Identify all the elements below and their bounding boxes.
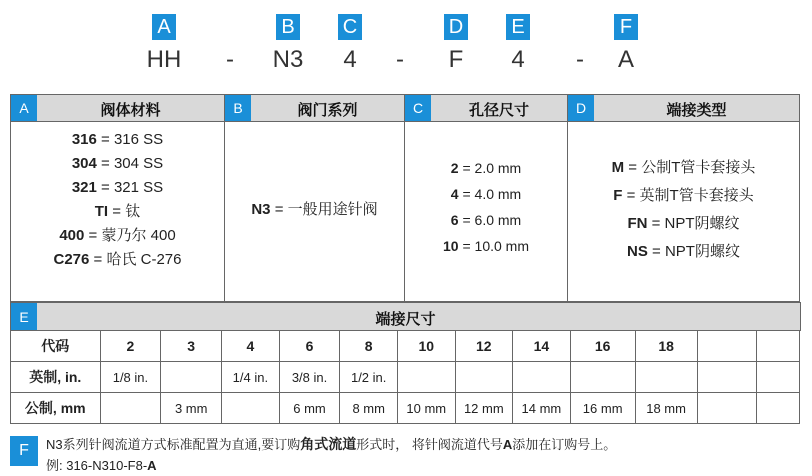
code-badge-a: A (152, 14, 176, 40)
table-cell: 12 mm (455, 393, 513, 424)
flow-example: 例: 316-N310-F8-A (46, 458, 157, 473)
table-cell: 6 (279, 331, 340, 362)
table-cell (100, 393, 161, 424)
table-cell (455, 362, 513, 393)
section-a-title: 阀体材料 (100, 102, 161, 119)
table-cell: 14 mm (513, 393, 571, 424)
list-item: FN = NPT阴螺纹 (627, 215, 740, 232)
table-row (11, 331, 800, 362)
list-item: NS = NPT阴螺纹 (627, 243, 740, 260)
code-badge-d: D (444, 14, 468, 40)
table-cell: 10 (397, 331, 455, 362)
section-d-title: 端接类型 (666, 102, 727, 119)
table-cell: 3 mm (161, 393, 222, 424)
list-item: C276 = 哈氏 C-276 (53, 251, 182, 268)
code-part-a: HH (146, 46, 182, 73)
table-cell: 2 (100, 331, 161, 362)
table-cell: 10 mm (397, 393, 455, 424)
table-cell: 3/8 in. (279, 362, 340, 393)
table-cell: 8 mm (340, 393, 398, 424)
code-part-d: F (448, 46, 464, 73)
code-part-c: 4 (343, 46, 357, 73)
list-item: 316 = 316 SS (71, 131, 164, 148)
table-cell: 4 (222, 331, 280, 362)
table-cell (697, 362, 757, 393)
table-cell: 1/2 in. (340, 362, 398, 393)
table-cell: 3 (161, 331, 222, 362)
section-c-list (405, 155, 567, 259)
list-item: 4 = 4.0 mm (450, 186, 522, 202)
list-item: TI = 钛 (94, 203, 141, 220)
row-header: 公制, mm (11, 393, 101, 424)
list-item: 10 = 10.0 mm (442, 238, 529, 254)
table-cell (570, 362, 635, 393)
row-header: 英制, in. (11, 362, 101, 393)
list-item: N3 = 一般用途针阀 (251, 201, 378, 218)
table-cell: 1/8 in. (100, 362, 161, 393)
section-e-badge: E (11, 303, 37, 330)
table-cell (635, 362, 697, 393)
code-badge-f: F (614, 14, 638, 40)
table-cell: 12 (455, 331, 513, 362)
section-c-badge: C (405, 95, 431, 121)
end-size-table (10, 330, 800, 424)
code-part-b: N3 (272, 46, 304, 73)
code-badge-c: C (338, 14, 362, 40)
list-item: M = 公制T管卡套接头 (611, 159, 756, 176)
header-divider (10, 121, 800, 122)
table-cell: 14 (513, 331, 571, 362)
table-cell (757, 362, 800, 393)
table-cell (757, 331, 800, 362)
table-cell (397, 362, 455, 393)
section-a-badge: A (11, 95, 37, 121)
table-cell (697, 331, 757, 362)
section-b-badge: B (225, 95, 251, 121)
list-item: 6 = 6.0 mm (450, 212, 522, 228)
table-cell (222, 393, 280, 424)
section-d-list (568, 154, 799, 266)
code-part-e: 4 (511, 46, 525, 73)
table-cell: 1/4 in. (222, 362, 280, 393)
table-cell (513, 362, 571, 393)
row-header: 代码 (11, 331, 101, 362)
code-dash: - (396, 46, 404, 73)
section-e-title: 端接尺寸 (375, 311, 436, 328)
table-cell: 16 (570, 331, 635, 362)
section-c-title: 孔径尺寸 (468, 102, 529, 119)
table-cell: 8 (340, 331, 398, 362)
code-dash: - (576, 46, 584, 73)
code-badge-e: E (506, 14, 530, 40)
table-cell (757, 393, 800, 424)
table-cell: 18 mm (635, 393, 697, 424)
table-cell: 16 mm (570, 393, 635, 424)
section-f-badge: F (10, 436, 38, 466)
list-item: F = 英制T管卡套接头 (613, 187, 754, 204)
table-row (11, 393, 800, 424)
table-cell (697, 393, 757, 424)
list-item: 321 = 321 SS (71, 179, 164, 196)
section-a-list (11, 128, 224, 272)
table-cell (161, 362, 222, 393)
table-cell: 6 mm (279, 393, 340, 424)
code-dash: - (226, 46, 234, 73)
code-badge-b: B (276, 14, 300, 40)
section-b-title: 阀门系列 (297, 102, 358, 119)
code-part-f: A (617, 46, 634, 73)
list-item: 400 = 蒙乃尔 400 (59, 227, 176, 244)
list-item: 304 = 304 SS (71, 155, 164, 172)
table-row (11, 362, 800, 393)
flow-note: N3系列针阀流道方式标准配置为直通,要订购角式流道形式时， 将针阀流道代号A添加在订购号上。 (46, 436, 617, 452)
section-b-list (225, 198, 404, 222)
table-cell: 18 (635, 331, 697, 362)
list-item: 2 = 2.0 mm (450, 160, 522, 176)
section-d-badge: D (568, 95, 594, 121)
